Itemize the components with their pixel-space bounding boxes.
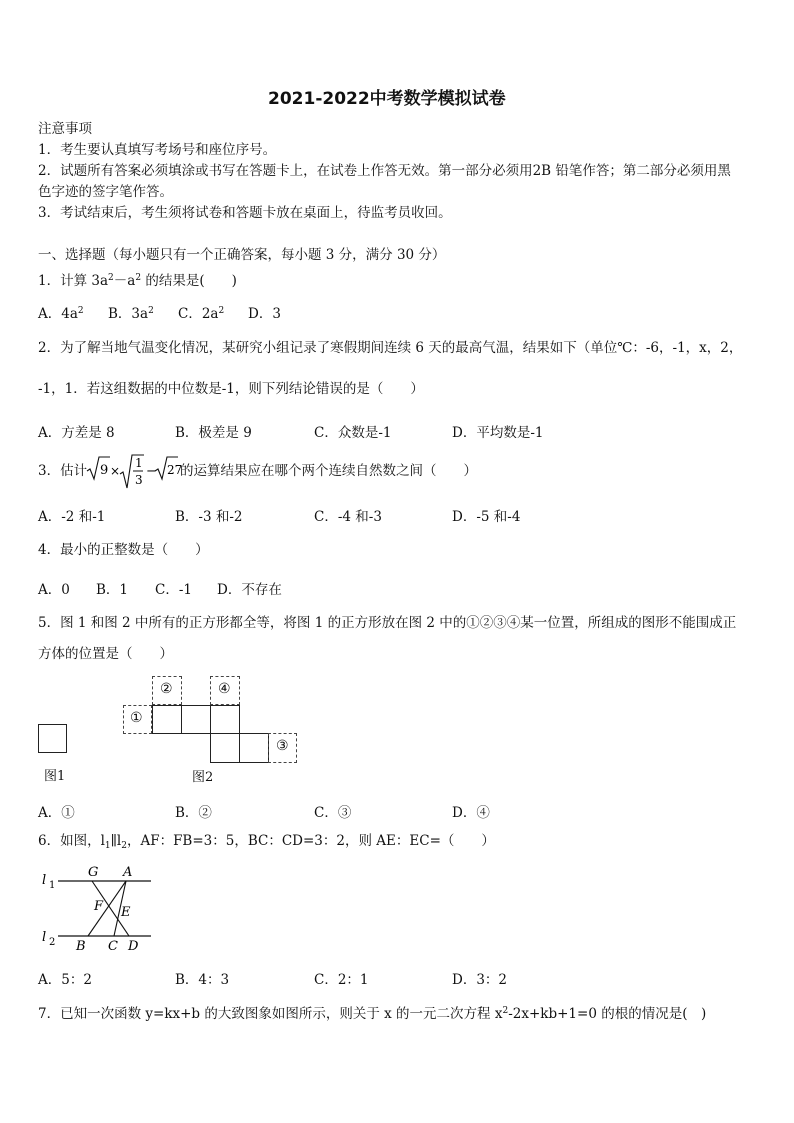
net-square (210, 733, 240, 763)
svg-text:1: 1 (49, 880, 56, 891)
q1-option-b[interactable]: B．$3a^2$ (108, 306, 154, 322)
q5-option-c[interactable]: C．③ (314, 805, 352, 821)
q6-geometry-figure (38, 862, 154, 954)
q3-fraction-num: 1 (135, 456, 143, 470)
q1-text-mid: －a (113, 273, 136, 289)
svg-text:G: G (88, 865, 99, 880)
svg-text:B: B (76, 939, 86, 954)
net-square (210, 705, 240, 734)
notice-heading: 注意事项 (38, 121, 92, 137)
question-2-line2: -1，1．若这组数据的中位数是-1，则下列结论错误的是（ ） (38, 381, 424, 397)
q3-sqrt9: 9 (100, 463, 109, 478)
q6-option-a[interactable]: A．5：2 (38, 972, 92, 988)
question-3-post: 的运算结果应在哪个两个连续自然数之间（ ） (180, 463, 477, 479)
q4-option-d[interactable]: D．不存在 (217, 582, 282, 598)
svg-text:l: l (42, 930, 47, 945)
q1-text-pre: 1．计算 3a (38, 273, 109, 289)
mark-2: ② (160, 681, 173, 697)
notice-item: 色字迹的签字笔作答。 (38, 184, 173, 200)
q1-sup: 2 (108, 273, 114, 283)
q5-option-d[interactable]: D．④ (452, 805, 490, 821)
page-title: 2021-2022中考数学模拟试卷 (268, 89, 506, 109)
notice-item: 1．考生要认真填写考场号和座位序号。 (38, 142, 277, 158)
figure1-square (38, 724, 67, 753)
notice-item: 3．考试结束后，考生须将试卷和答题卡放在桌面上，待监考员收回。 (38, 205, 452, 221)
svg-text:E: E (121, 905, 131, 920)
q1-sup: 2 (135, 273, 142, 283)
q3-option-b[interactable]: B．-3 和-2 (175, 509, 243, 525)
section-heading: 一、选择题（每小题只有一个正确答案，每小题 3 分，满分 30 分） (38, 247, 446, 263)
q4-option-a[interactable]: A．0 (38, 582, 70, 598)
net-square (239, 733, 269, 763)
question-5-line1: 5．图 1 和图 2 中所有的正方形都全等，将图 1 的正方形放在图 2 中的①②③④某一位置，所组成的图形不能围成正 (38, 615, 737, 631)
figure2-caption: 图2 (192, 770, 214, 785)
q1-text-post: 的结果是( ) (141, 273, 237, 289)
q4-option-c[interactable]: C．-1 (155, 582, 192, 598)
q2-option-b[interactable]: B．极差是 9 (175, 425, 252, 441)
q3-math-expression (86, 452, 183, 492)
q2-option-d[interactable]: D．平均数是-1 (452, 425, 544, 441)
question-5-line2: 方体的位置是（ ） (38, 646, 173, 662)
q3-sqrt27: 27 (167, 463, 183, 477)
svg-text:l: l (42, 873, 47, 888)
q1-option-c[interactable]: C．$2a^2$ (178, 306, 225, 322)
question-6: 6．如图，$l_1\parallel l_2$，AF：FB=3：5，BC：CD=3：2，则 AE：EC=（ ） (38, 833, 495, 851)
q1-option-d[interactable]: D．3 (248, 306, 281, 322)
q1-option-a[interactable]: A．$4a^2$ (38, 306, 84, 322)
question-3-pre: 3．估计 (38, 463, 88, 479)
mark-1: ① (130, 710, 143, 726)
q5-option-a[interactable]: A．① (38, 805, 75, 821)
net-square (181, 705, 211, 734)
question-4: 4．最小的正整数是（ ） (38, 542, 209, 558)
q2-option-a[interactable]: A．方差是 8 (38, 425, 115, 441)
q2-option-c[interactable]: C．众数是-1 (314, 425, 392, 441)
svg-text:2: 2 (49, 937, 56, 948)
q6-option-d[interactable]: D．3：2 (452, 972, 508, 988)
q3-option-c[interactable]: C．-4 和-3 (314, 509, 382, 525)
svg-text:F: F (94, 899, 104, 914)
question-1 (38, 272, 237, 290)
mark-3: ③ (276, 738, 289, 754)
mark-4: ④ (218, 681, 231, 697)
q5-option-b[interactable]: B．② (175, 805, 212, 821)
q4-option-b[interactable]: B．1 (96, 582, 129, 598)
q3-option-d[interactable]: D．-5 和-4 (452, 509, 521, 525)
svg-text:A: A (123, 865, 133, 880)
net-square (152, 705, 182, 734)
q3-minus: − (146, 464, 157, 479)
question-2-line1: 2．为了解当地气温变化情况，某研究小组记录了寒假期间连续 6 天的最高气温，结果如下（单位℃：-6，-1，x，2， (38, 340, 743, 356)
question-7: 7．已知一次函数 y=kx+b 的大致图象如图所示，则关于 x 的一元二次方程 $x^2-2x+kb+1=0$ 的根的情况是( ) (38, 1006, 707, 1022)
notice-item: 2．试题所有答案必须填涂或书写在答题卡上，在试卷上作答无效。第一部分必须用2B 铅笔作答；第二部分必须用黑 (38, 163, 731, 179)
q6-option-c[interactable]: C．2：1 (314, 972, 369, 988)
figure1-caption: 图1 (44, 769, 66, 784)
q3-option-a[interactable]: A．-2 和-1 (38, 509, 106, 525)
svg-text:C: C (108, 939, 118, 954)
q6-option-b[interactable]: B．4：3 (175, 972, 230, 988)
svg-text:D: D (128, 939, 139, 954)
q3-fraction-den: 3 (135, 473, 143, 487)
q3-times: × (110, 464, 121, 478)
